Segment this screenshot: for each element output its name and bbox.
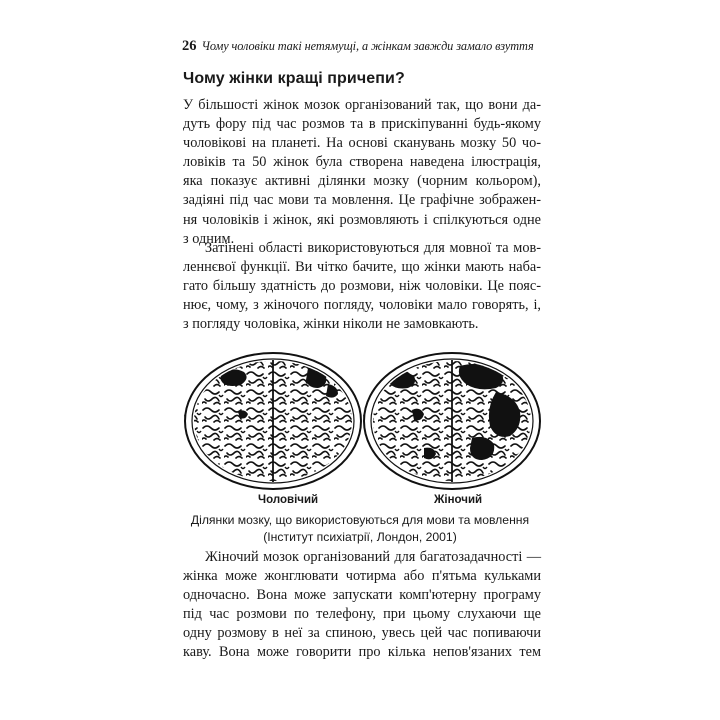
male-brain-icon	[185, 353, 361, 489]
male-brain-label: Чоловічий	[258, 494, 319, 506]
paragraph-line: леннєвої функції. Ви чітко бачите, що жінки мають наба-	[183, 259, 541, 276]
section-title: Чому жінки кращі причепи?	[183, 70, 405, 87]
paragraph-line: яка показує активні ділянки мозку (чорним кольором),	[183, 173, 541, 190]
paragraph-line: з погляду чоловіка, жінки ніколи не замовкають.	[183, 316, 479, 333]
paragraph-line: з одним.	[183, 230, 235, 247]
paragraph-line: жінка може жонглювати чотирма або п'ятьма кульками	[183, 568, 541, 585]
paragraph-line: каву. Вона може говорити про кілька непов'язаних тем	[183, 644, 541, 661]
paragraph-line: нює, чому, з жіночого погляду, чоловіки мало говорять, і,	[183, 297, 541, 314]
paragraph-line: чоловікові на планеті. На основі сканувань мозку 50 чо-	[183, 135, 541, 152]
paragraph-line: гато більшу здатність до розмови, ніж чоловіки. Це пояс-	[183, 278, 541, 295]
page-number: 26	[182, 38, 197, 54]
paragraph-line: задіяні під час мови та мовлення. Це графічне зображен-	[183, 192, 541, 209]
paragraph-1	[183, 96, 541, 249]
paragraph-line: одночасно. Вона може запускати комп'ютерну програму	[183, 587, 541, 604]
figure-caption	[170, 512, 550, 546]
paragraph-line: ня чоловіків і жінок, які розмовляють і спілкуються одне	[183, 211, 541, 228]
paragraph-line: Затінені області використовуються для мовної та мов-	[205, 240, 541, 256]
caption-line: Ділянки мозку, що використовуються для мови та мовлення	[190, 513, 530, 527]
female-brain-label: Жіночий	[434, 494, 483, 506]
brain-illustration	[180, 352, 542, 490]
running-title: Чому чоловіки такі нетямущі, а жінкам завжди замало взуття	[201, 39, 534, 53]
paragraph-3	[183, 548, 541, 663]
running-header	[182, 37, 542, 55]
paragraph-line: Жіночий мозок організований для багатозадачності —	[205, 549, 541, 565]
paragraph-line: дуть фору під час розмов та в прискіпуванні будь-якому	[183, 116, 541, 133]
caption-source: (Інститут психіатрії, Лондон, 2001)	[263, 530, 457, 544]
paragraph-line: під час розмови по телефону, при цьому слухаючи ще	[183, 606, 541, 623]
paragraph-line: У більшості жінок мозок організований так, що вони да-	[183, 97, 541, 113]
paragraph-line: одну розмову в неї за спиною, увесь цей час попиваючи	[183, 625, 541, 642]
paragraph-2	[183, 239, 541, 334]
brain-scan-figure	[180, 352, 542, 490]
paragraph-line: ловіків та 50 жінок була створена наведена ілюстрація,	[183, 154, 541, 171]
female-brain-icon	[364, 353, 540, 489]
